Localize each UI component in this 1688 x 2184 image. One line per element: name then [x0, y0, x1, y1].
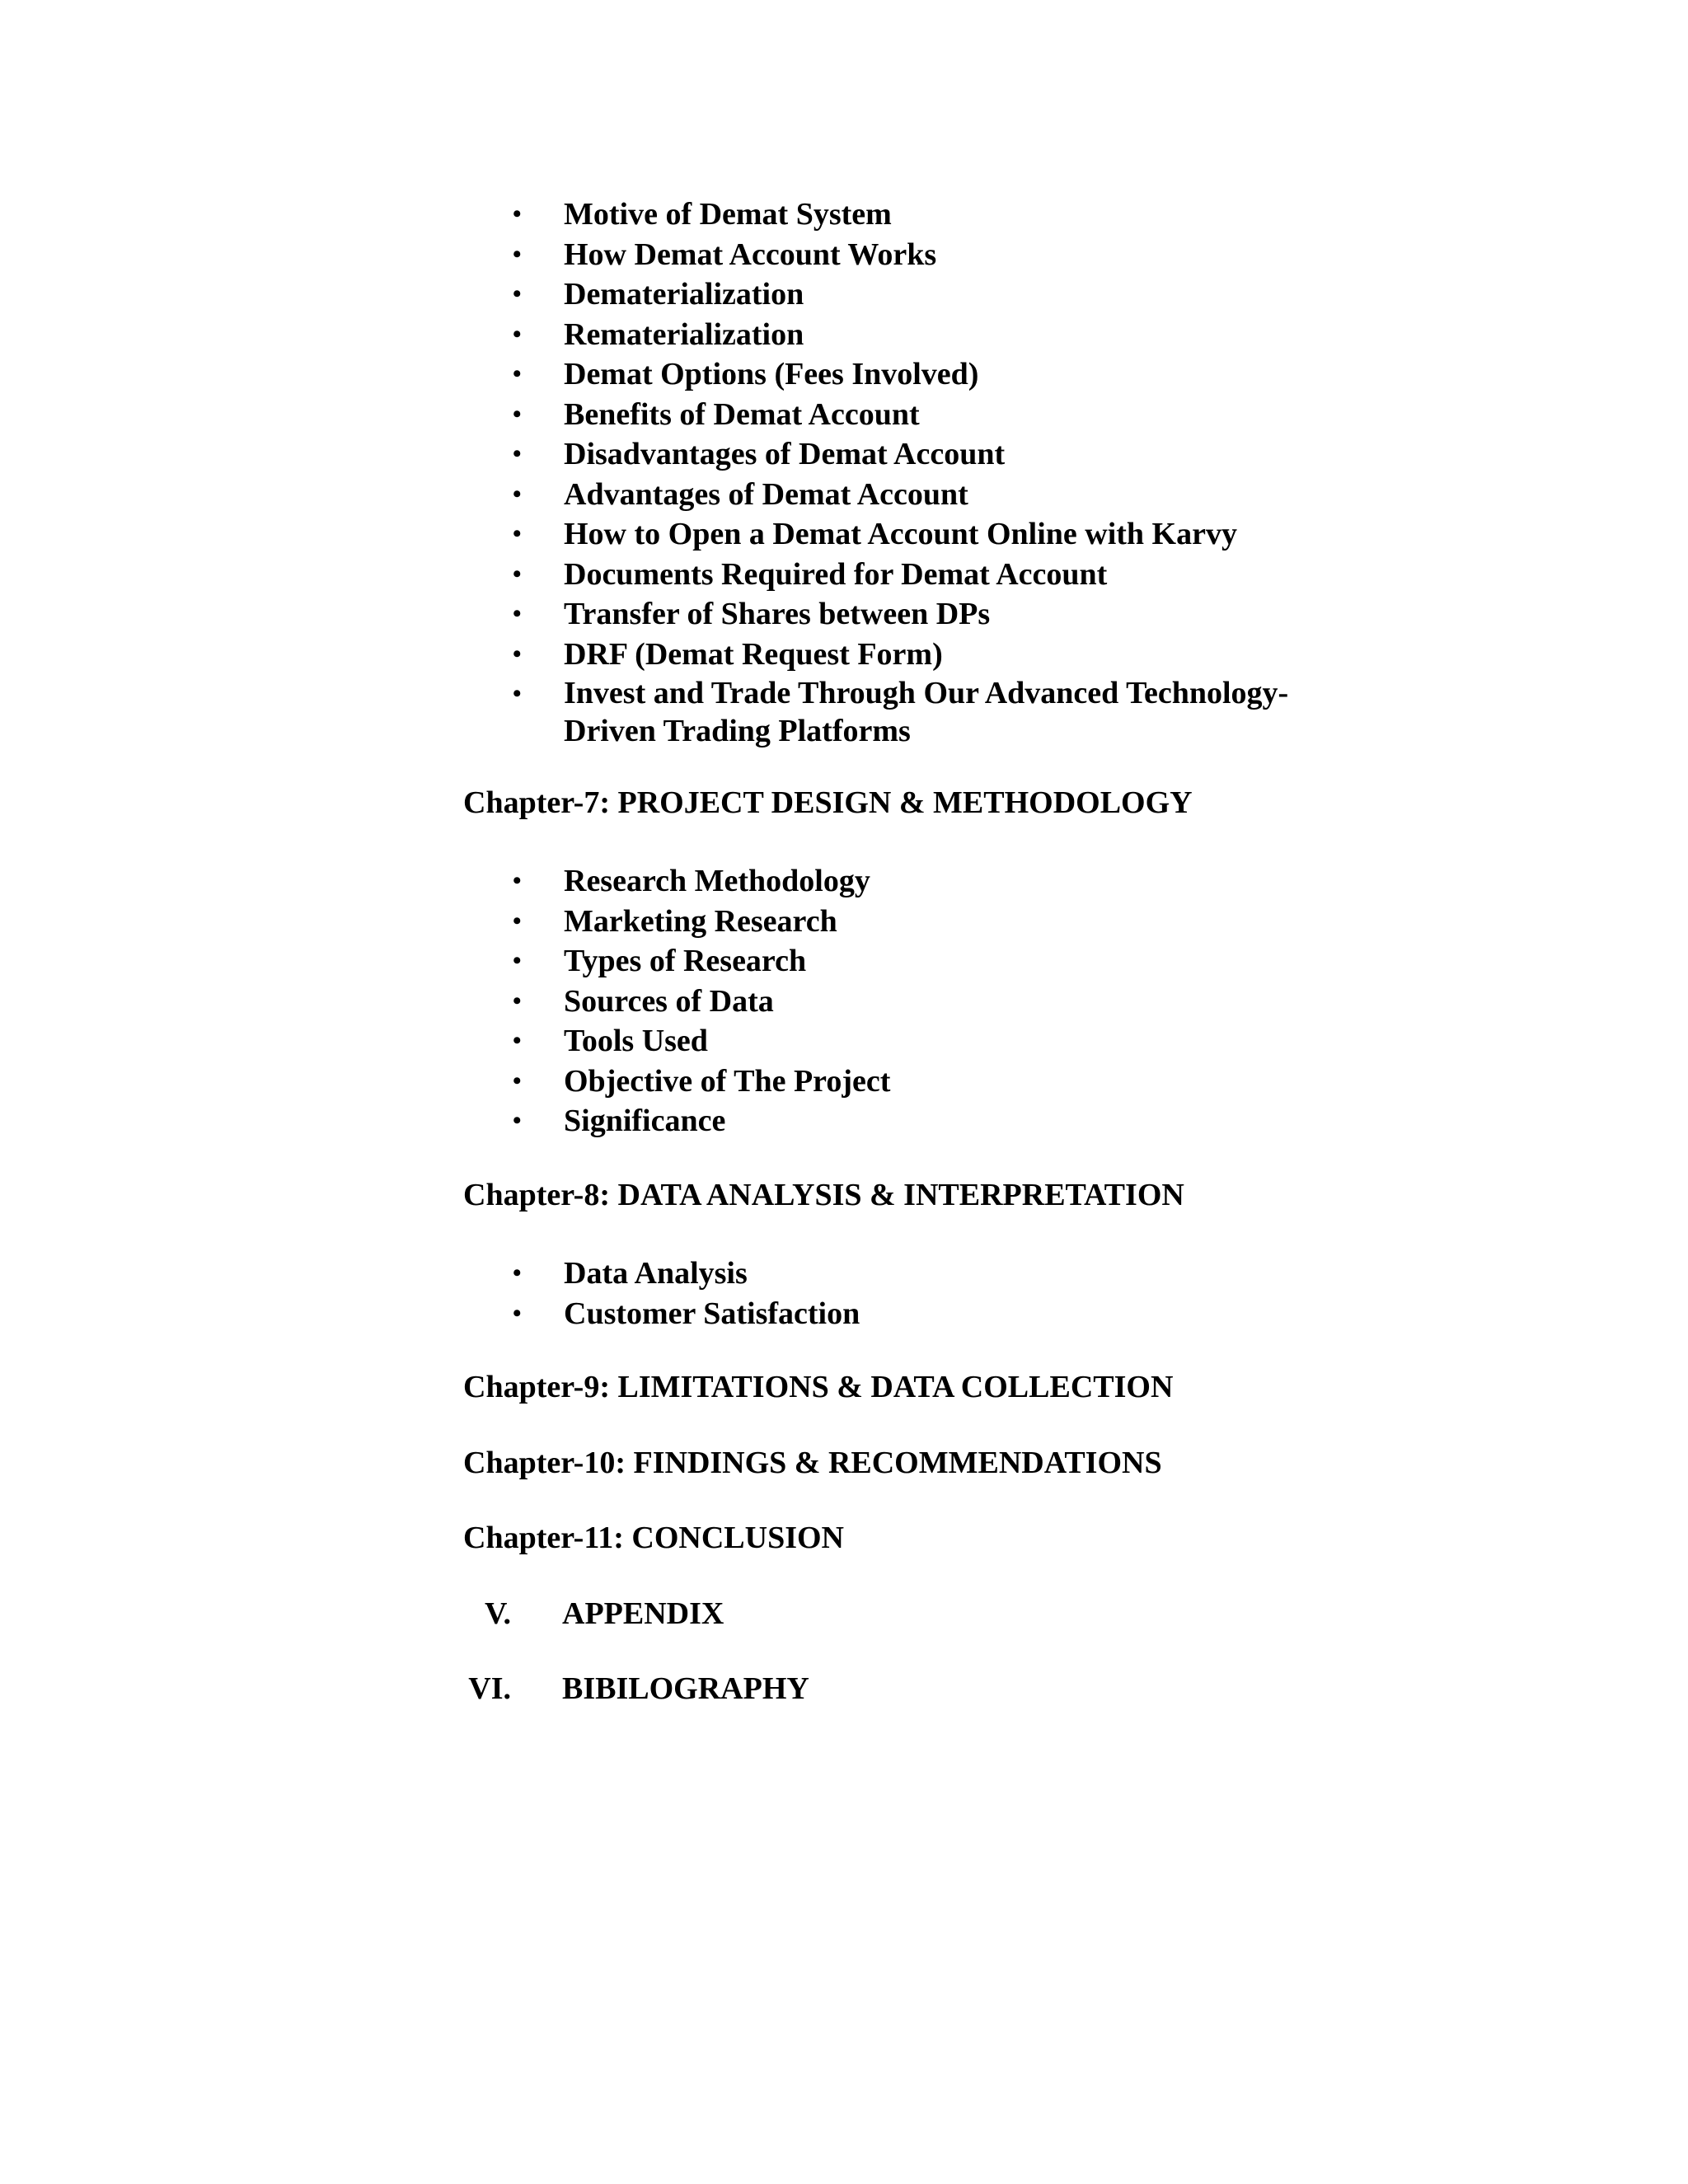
bullet-icon: •: [513, 1299, 522, 1327]
bullet-icon: •: [513, 1259, 522, 1286]
bullet-icon: •: [513, 480, 522, 508]
bibliography-label: BIBILOGRAPHY: [562, 1671, 809, 1706]
bullet-icon: •: [513, 240, 522, 268]
list-item-label: Customer Satisfaction: [564, 1296, 860, 1331]
bullet-icon: •: [513, 200, 522, 227]
list-item-label: Types of Research: [564, 944, 807, 978]
bullet-icon: •: [513, 947, 522, 974]
list-item: [513, 982, 1419, 1022]
chapter-8-heading: Chapter-8: DATA ANALYSIS & INTERPRETATION: [463, 1178, 1184, 1212]
list-item-label: Documents Required for Demat Account: [564, 556, 1108, 592]
list-item-label: Significance: [564, 1104, 726, 1138]
chapter-7-bullet-list: [513, 861, 1419, 1141]
bullet-icon: •: [513, 400, 522, 428]
bullet-icon: •: [513, 360, 522, 387]
list-item: [513, 1101, 1419, 1141]
chapter-7-heading: Chapter-7: PROJECT DESIGN & METHODOLOGY: [463, 785, 1193, 820]
list-item-label: Demat Options (Fees Involved): [564, 357, 979, 391]
chapter-8-bullet-list: [513, 1254, 1419, 1333]
list-item: [513, 902, 1419, 942]
bullet-icon: •: [513, 1107, 522, 1134]
roman-numeral: VI.: [468, 1671, 511, 1706]
list-item-label: How Demat Account Works: [564, 237, 937, 272]
bullet-icon: •: [513, 907, 522, 935]
chapter-11-heading: Chapter-11: CONCLUSION: [463, 1521, 844, 1555]
list-item-label: DRF (Demat Request Form): [564, 636, 943, 672]
list-item-label: Research Methodology: [564, 864, 870, 898]
bullet-icon: •: [513, 1066, 522, 1094]
list-item: [513, 395, 1419, 435]
list-item: [513, 354, 1419, 395]
list-item-label-line-2: Driven Trading Platforms: [564, 714, 911, 748]
bullet-icon: •: [513, 1027, 522, 1054]
chapter-9-heading: Chapter-9: LIMITATIONS & DATA COLLECTION: [463, 1370, 1174, 1404]
list-item-label: Data Analysis: [564, 1256, 748, 1291]
bullet-icon: •: [513, 320, 522, 348]
list-item: [513, 861, 1419, 902]
bullet-icon: •: [513, 560, 522, 588]
appendix-entry: [463, 1594, 1123, 1633]
chapter-10-heading: Chapter-10: FINDINGS & RECOMMENDATIONS: [463, 1446, 1162, 1480]
list-item-label: Sources of Data: [564, 983, 774, 1019]
bullet-icon: •: [513, 440, 522, 467]
list-item: [513, 555, 1419, 595]
list-item: [513, 674, 1419, 750]
list-item: [513, 594, 1419, 635]
bibliography-entry: [463, 1669, 1123, 1708]
list-item-label: Tools Used: [564, 1024, 708, 1058]
list-item: [513, 514, 1419, 555]
bullet-icon: •: [513, 600, 522, 627]
list-item: [513, 1254, 1419, 1294]
list-item: [513, 475, 1419, 515]
bullet-icon: •: [513, 987, 522, 1015]
list-item-label: Disadvantages of Demat Account: [564, 437, 1006, 471]
bullet-icon: •: [513, 280, 522, 307]
list-item-label: How to Open a Demat Account Online with Karvy: [564, 517, 1237, 551]
list-item-label: Objective of The Project: [564, 1063, 891, 1099]
list-item: [513, 235, 1419, 275]
roman-numeral: V.: [484, 1596, 511, 1631]
bullet-icon: •: [513, 520, 522, 547]
list-item: [513, 635, 1419, 675]
list-item-label-line-1: Invest and Trade Through Our Advanced Technology-: [564, 676, 1289, 710]
list-item: [513, 1294, 1419, 1334]
list-item-label: Advantages of Demat Account: [564, 476, 968, 512]
list-item-label: Transfer of Shares between DPs: [564, 597, 991, 631]
bullet-icon: •: [513, 867, 522, 894]
list-item-label: Motive of Demat System: [564, 197, 892, 232]
list-item-label: Dematerialization: [564, 277, 804, 312]
bullet-icon: •: [513, 680, 522, 707]
bullet-icon: •: [513, 640, 522, 668]
section-6-bullet-list: [513, 194, 1419, 750]
list-item: [513, 941, 1419, 982]
list-item: [513, 274, 1419, 315]
list-item-label: Benefits of Demat Account: [564, 396, 920, 432]
list-item: [513, 194, 1419, 235]
list-item: [513, 1062, 1419, 1102]
appendix-label: APPENDIX: [562, 1596, 724, 1631]
list-item: [513, 1021, 1419, 1062]
list-item-label: Rematerialization: [564, 316, 804, 352]
list-item: [513, 434, 1419, 475]
list-item: [513, 315, 1419, 355]
list-item-label: Marketing Research: [564, 903, 837, 939]
